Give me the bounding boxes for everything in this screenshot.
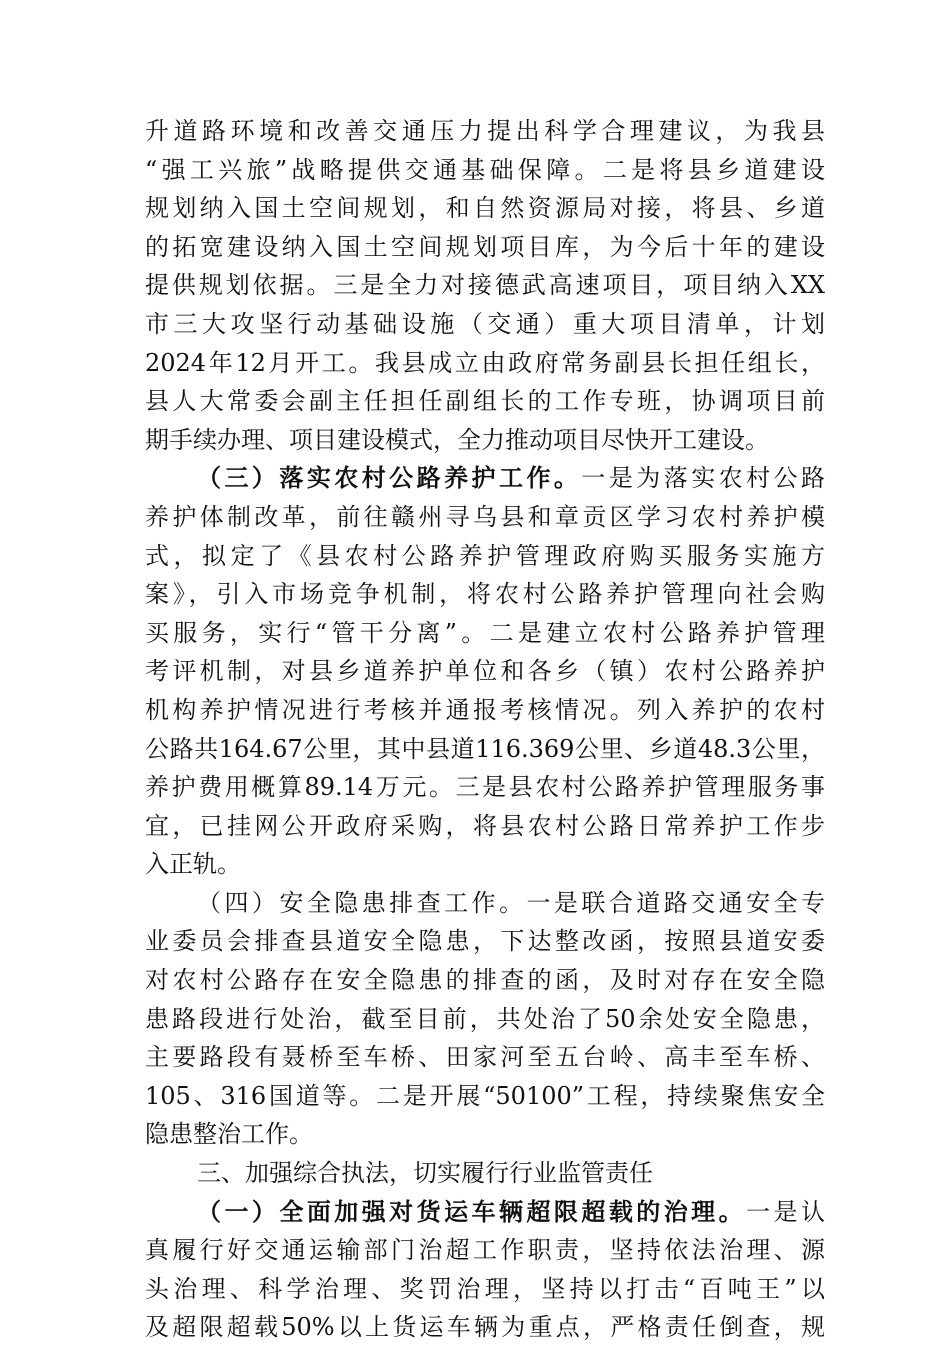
subsection-heading-1: （一）全面加强对货运车辆超限超载的治理。 (197, 1197, 747, 1226)
paragraph-road-planning (145, 112, 825, 459)
text-line: 及超限超载50%以上货运车辆为重点，严格责任倒查，规 (145, 1313, 825, 1342)
text-line (145, 1193, 825, 1232)
text-line: 公路共164.67公里，其中县道116.369公里、乡道48.3公里， (145, 734, 825, 763)
paragraph-overload-control (145, 1193, 825, 1347)
text-line: 提供规划依据。三是全力对接德武高速项目，项目纳入XX (145, 271, 825, 300)
text-line: 期手续办理、项目建设模式，全力推动项目尽快开工建设。 (145, 425, 769, 454)
paragraph-safety-hazards (145, 884, 825, 1154)
text-line: 主要路段有聂桥至车桥、田家河至五台岭、高丰至车桥、 (145, 1043, 825, 1072)
document-body (145, 112, 825, 1347)
text-line: 县人大常委会副主任担任副组长的工作专班，协调项目前 (145, 387, 825, 416)
text-line: 升道路环境和改善交通压力提出科学合理建议，为我县 (145, 117, 825, 145)
text-line (145, 459, 825, 498)
text-line: 对农村公路存在安全隐患的排查的函，及时对存在安全隐 (145, 966, 825, 995)
text-line: 105、316国道等。二是开展“50100”工程，持续聚焦安全 (145, 1081, 825, 1110)
text-line: 养护费用概算89.14万元。三是县农村公路养护管理服务事 (145, 773, 825, 802)
text-line: 机构养护情况进行考核并通报考核情况。列入养护的农村 (145, 695, 825, 724)
text-line: 考评机制，对县乡道养护单位和各乡（镇）农村公路养护 (145, 657, 825, 686)
text-line: 入正轨。 (145, 850, 241, 879)
section-heading-enforcement: 三、加强综合执法，切实履行行业监管责任 (197, 1159, 653, 1188)
text-line: 宜，已挂网公开政府采购，将县农村公路日常养护工作步 (145, 811, 825, 840)
text-line: “强工兴旅”战略提供交通基础保障。二是将县乡道建设 (145, 155, 825, 184)
text-line: 头治理、科学治理、奖罚治理，坚持以打击“百吨王”以 (145, 1274, 825, 1303)
text-line: 买服务，实行“管干分离”。二是建立农村公路养护管理 (145, 618, 825, 647)
text-line: （四）安全隐患排查工作。一是联合道路交通安全专 (197, 888, 825, 917)
text-line: 业委员会排查县道安全隐患，下达整改函，按照县道安委 (145, 927, 825, 956)
section-heading-3: （三）落实农村公路养护工作。 (197, 464, 582, 493)
text-line: 2024年12月开工。我县成立由政府常务副县长担任组长， (145, 348, 825, 377)
text-line: 患路段进行处治，截至目前，共处治了50余处安全隐患， (145, 1004, 825, 1033)
text-run: 一是认 (746, 1197, 826, 1226)
text-line: 真履行好交通运输部门治超工作职责，坚持依法治理、源 (145, 1236, 825, 1265)
text-line: 案》，引入市场竞争机制，将农村公路养护管理向社会购 (145, 580, 825, 609)
text-line: 式，拟定了《县农村公路养护管理政府购买服务实施方 (145, 541, 825, 570)
text-line: 规划纳入国土空间规划，和自然资源局对接，将县、乡道 (145, 194, 825, 223)
text-run: 一是为落实农村公路 (581, 464, 826, 493)
text-line: 隐患整治工作。 (145, 1120, 313, 1149)
paragraph-rural-road-maintenance (145, 459, 825, 884)
text-line: 的拓宽建设纳入国土空间规划项目库，为今后十年的建设 (145, 232, 825, 261)
text-line: 市三大攻坚行动基础设施（交通）重大项目清单，计划 (145, 309, 825, 338)
text-line: 养护体制改革，前往赣州寻乌县和章贡区学习农村养护模 (145, 502, 825, 531)
